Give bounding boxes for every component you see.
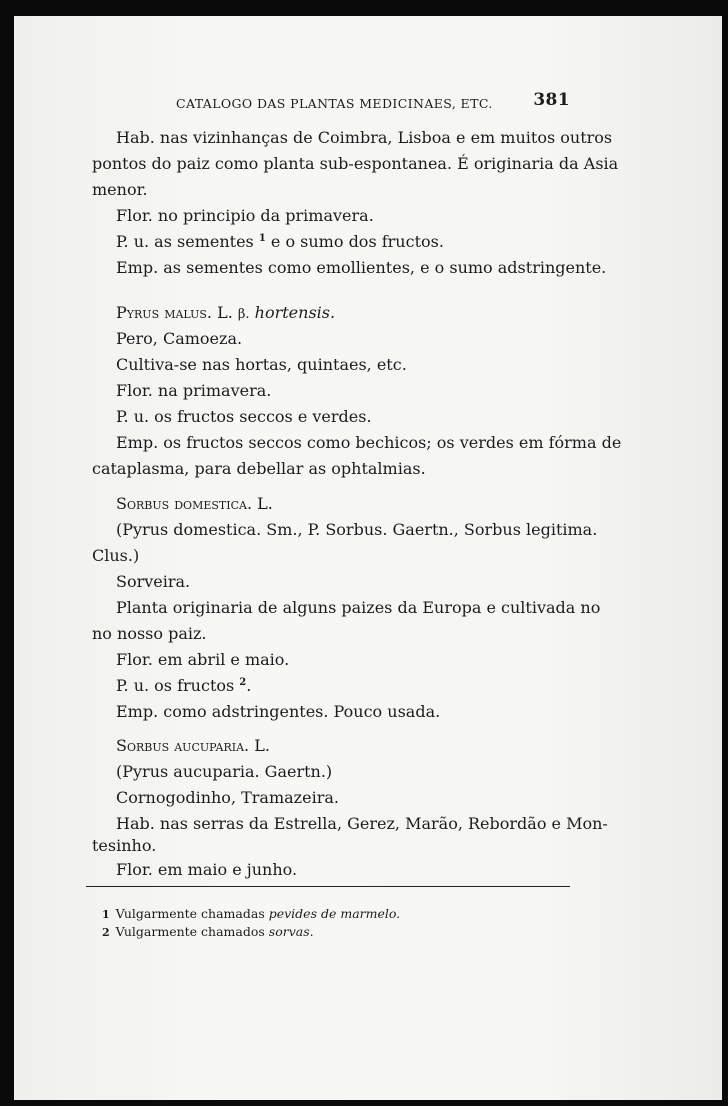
footnote-italic: pevides de marmelo. xyxy=(268,906,401,921)
text-line xyxy=(116,676,251,699)
text-line: Hab. nas serras da Estrella, Gerez, Marão, Rebordão e Mon- xyxy=(116,814,608,833)
text-line: (Pyrus domestica. Sm., P. Sorbus. Gaertn., Sorbus legitima. xyxy=(116,520,598,539)
text-line: Emp. como adstringentes. Pouco usada. xyxy=(116,702,441,721)
species-heading xyxy=(116,494,273,514)
footnote-text: Vulgarmente chamadas xyxy=(115,906,269,921)
text-line: Clus.) xyxy=(92,546,140,565)
species-name: Sorbus domestica. xyxy=(116,494,253,513)
text-line: Sorveira. xyxy=(116,572,191,591)
text-line: Flor. em maio e junho. xyxy=(116,860,298,879)
species-variety-mark: β. xyxy=(237,307,250,322)
species-author: L. xyxy=(252,494,273,513)
species-author: L. xyxy=(249,736,270,755)
species-author: L. xyxy=(212,303,238,322)
text-line: Flor. na primavera. xyxy=(116,381,272,400)
text-line: P. u. os fructos seccos e verdes. xyxy=(116,407,372,426)
text-line: Pero, Camoeza. xyxy=(116,329,243,348)
page-number: 381 xyxy=(533,90,570,110)
running-header xyxy=(176,90,570,114)
footnote-ref: 1 xyxy=(258,233,266,244)
text-line: Cornogodinho, Tramazeira. xyxy=(116,788,339,807)
footnote xyxy=(102,906,400,923)
footnote-number: 1 xyxy=(102,908,110,921)
text-span: e o sumo dos fructos. xyxy=(265,232,444,251)
species-name: Pyrus malus. xyxy=(116,303,213,322)
text-line: tesinho. xyxy=(92,836,157,855)
text-line: cataplasma, para debellar as ophtalmias. xyxy=(92,459,426,478)
species-variety: hortensis. xyxy=(249,303,336,322)
text-line: Emp. as sementes como emollientes, e o sumo adstringente. xyxy=(116,258,607,277)
text-line: (Pyrus aucuparia. Gaertn.) xyxy=(116,762,333,781)
footnote-rule xyxy=(86,886,570,887)
text-line: Cultiva-se nas hortas, quintaes, etc. xyxy=(116,355,407,374)
text-line: Emp. os fructos seccos como bechicos; os verdes em fórma de xyxy=(116,433,622,452)
running-title: CATALOGO DAS PLANTAS MEDICINAES, ETC. xyxy=(176,96,493,111)
text-span: P. u. as sementes xyxy=(116,232,259,251)
footnote-text: Vulgarmente chamados xyxy=(115,924,269,939)
species-name: Sorbus aucuparia. xyxy=(116,736,250,755)
text-line: Flor. no principio da primavera. xyxy=(116,206,374,225)
footnote-ref: 2 xyxy=(239,677,247,688)
footnote-italic: sorvas. xyxy=(268,924,314,939)
footnote-number: 2 xyxy=(102,926,110,939)
text-line: Flor. em abril e maio. xyxy=(116,650,290,669)
text-line: pontos do paiz como planta sub-espontanea. É originaria da Asia xyxy=(92,154,619,173)
text-line: Hab. nas vizinhanças de Coimbra, Lisboa e em muitos outros xyxy=(116,128,613,147)
text-line: Planta originaria de alguns paizes da Europa e cultivada no xyxy=(116,598,601,617)
text-span: . xyxy=(246,676,252,695)
text-line xyxy=(116,232,444,255)
text-line: no nosso paiz. xyxy=(92,624,207,643)
footnote xyxy=(102,924,314,941)
text-span: P. u. os fructos xyxy=(116,676,240,695)
text-line: menor. xyxy=(92,180,148,199)
species-heading xyxy=(116,303,335,325)
species-heading xyxy=(116,736,270,756)
